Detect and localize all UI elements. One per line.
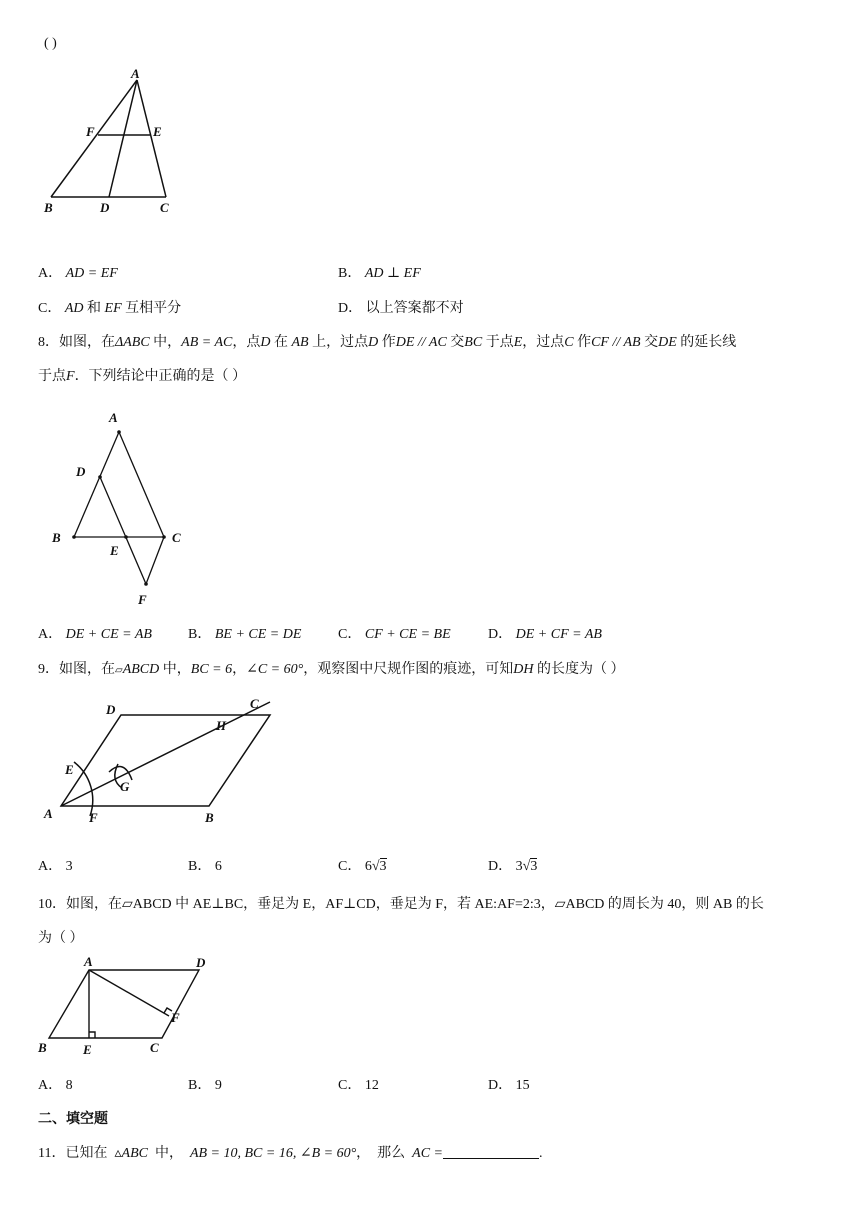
q7-stem-tail: ( ) [44,36,57,51]
q8-option-c[interactable]: C． CF + CE = BE [338,627,451,642]
q9-label-C: C [250,696,259,711]
q11-stem: 11．已知在 ▵ABC 中， AB = 10, BC = 16, ∠B = 60°， 那么 AC = . [38,1146,543,1161]
q9-label-G: G [120,779,130,794]
q9-figure [38,692,278,832]
q9-option-d[interactable]: D． 3√3 [488,859,538,874]
q8-label-A: A [109,410,118,425]
q10-label-E: E [83,1042,92,1057]
q7-figure [38,64,198,220]
q10-label-C: C [150,1040,159,1055]
q10-stem-line1: 10．如图，在▱ABCD 中 AE⊥BC，垂足为 E，AF⊥CD，垂足为 F，若 AE:AF=2:3，▱ABCD 的周长为 40，则 AB 的长 [38,897,764,912]
q10-label-A: A [84,954,93,969]
q9-option-b[interactable]: B． 6 [188,859,222,874]
q7-option-d[interactable]: D． 以上答案都不对 [338,301,464,316]
q9-option-a[interactable]: A． 3 [38,859,73,874]
q10-option-b[interactable]: B． 9 [188,1078,222,1093]
q10-option-d[interactable]: D． 15 [488,1078,530,1093]
q8-stem-line1: 8．如图，在ΔABC 中，AB = AC，点D 在 AB 上，过点D 作DE // AC 交BC 于点E，过点C 作CF // AB 交DE 的延长线 [38,335,737,350]
q7-option-c[interactable]: C． AD 和 EF 互相平分 [38,301,182,316]
q7-label-C: C [160,200,169,215]
q8-stem-line2: 于点F．下列结论中正确的是（ ） [38,369,247,384]
q9-label-F: F [89,810,98,825]
q8-label-F: F [138,592,147,607]
q9-label-H: H [216,718,227,733]
q9-stem: 9．如图，在▱ABCD 中，BC = 6，∠C = 60°，观察图中尺规作图的痕迹，可知DH 的长度为（ ） [38,662,625,677]
q9-label-D: D [106,702,116,717]
q10-figure [36,954,216,1060]
q7-option-b[interactable]: B． AD ⊥ EF [338,266,421,281]
q8-label-E: E [110,543,119,558]
section-title: 二、填空题 [38,1112,108,1127]
q10-option-c[interactable]: C． 12 [338,1078,379,1093]
q10-label-B: B [38,1040,47,1055]
q8-option-a[interactable]: A． DE + CE = AB [38,627,152,642]
q10-label-D: D [196,955,206,970]
q7-label-A: A [131,66,140,81]
q7-label-B: B [44,200,53,215]
q9-label-A: A [44,806,53,821]
q7-label-D: D [100,200,110,215]
q7-label-E: E [153,124,162,139]
q9-option-c[interactable]: C． 6√3 [338,859,387,874]
q8-label-C: C [172,530,181,545]
q8-label-D: D [76,464,86,479]
q10-option-a[interactable]: A． 8 [38,1078,73,1093]
q8-option-d[interactable]: D． DE + CF = AB [488,627,602,642]
q9-label-B: B [205,810,214,825]
q10-stem-line2: 为（ ） [38,931,84,946]
q7-label-F: F [86,124,95,139]
q8-option-b[interactable]: B． BE + CE = DE [188,627,302,642]
q10-label-F: F [171,1010,180,1025]
q8-figure [44,404,204,610]
q11-answer-blank[interactable] [443,1144,539,1159]
q9-label-E: E [65,762,74,777]
q8-label-B: B [52,530,61,545]
q7-option-a[interactable]: A． AD = EF [38,266,118,281]
